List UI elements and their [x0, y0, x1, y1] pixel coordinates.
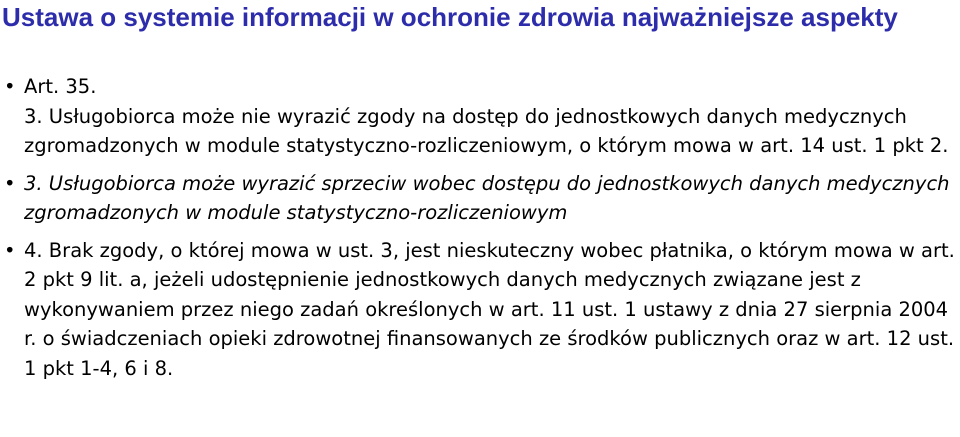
- bullet-item-objection: [0, 169, 960, 228]
- bullet-item-art-35: [0, 72, 960, 102]
- bullet-dot-icon: •: [4, 75, 16, 98]
- bullet-text: 4. Brak zgody, o której mowa w ust. 3, jest nieskuteczny wobec płatnika, o którym mowa w art. 2 pkt 9 lit. a, jeżeli udostępnienie jednostkowych danych medycznych związane jest z wykonywaniem przez niego zadań określonych w art. 11 ust. 1 ustawy z dnia 27 sierpnia 2004 r. o świadczeniach opieki zdrowotnej finansowanych ze środków publicznych oraz w art. 12 ust. 1 pkt 1-4, 6 i 8.: [24, 238, 955, 380]
- slide-title: Ustawa o systemie informacji w ochronie zdrowia najważniejsze aspekty: [2, 2, 898, 32]
- bullet-item-payer-exception: [0, 236, 960, 384]
- bullet-text: 3. Usługobiorca może nie wyrazić zgody na dostęp do jednostkowych danych medycznych zgromadzonych w module statystyczno-rozliczeniowym, o którym mowa w art. 14 ust. 1 pkt 2.: [24, 104, 949, 157]
- bullet-item-no-consent: [0, 102, 960, 161]
- bullet-dot-icon: •: [4, 171, 16, 195]
- bullet-text: Art. 35.: [24, 75, 97, 98]
- bullet-dot-icon: •: [4, 238, 16, 262]
- bullet-list: [0, 72, 960, 383]
- bullet-text: 3. Usługobiorca może wyrazić sprzeciw wobec dostępu do jednostkowych danych medycznych zgromadzonych w module statystyczno-rozliczeniowym: [24, 171, 950, 224]
